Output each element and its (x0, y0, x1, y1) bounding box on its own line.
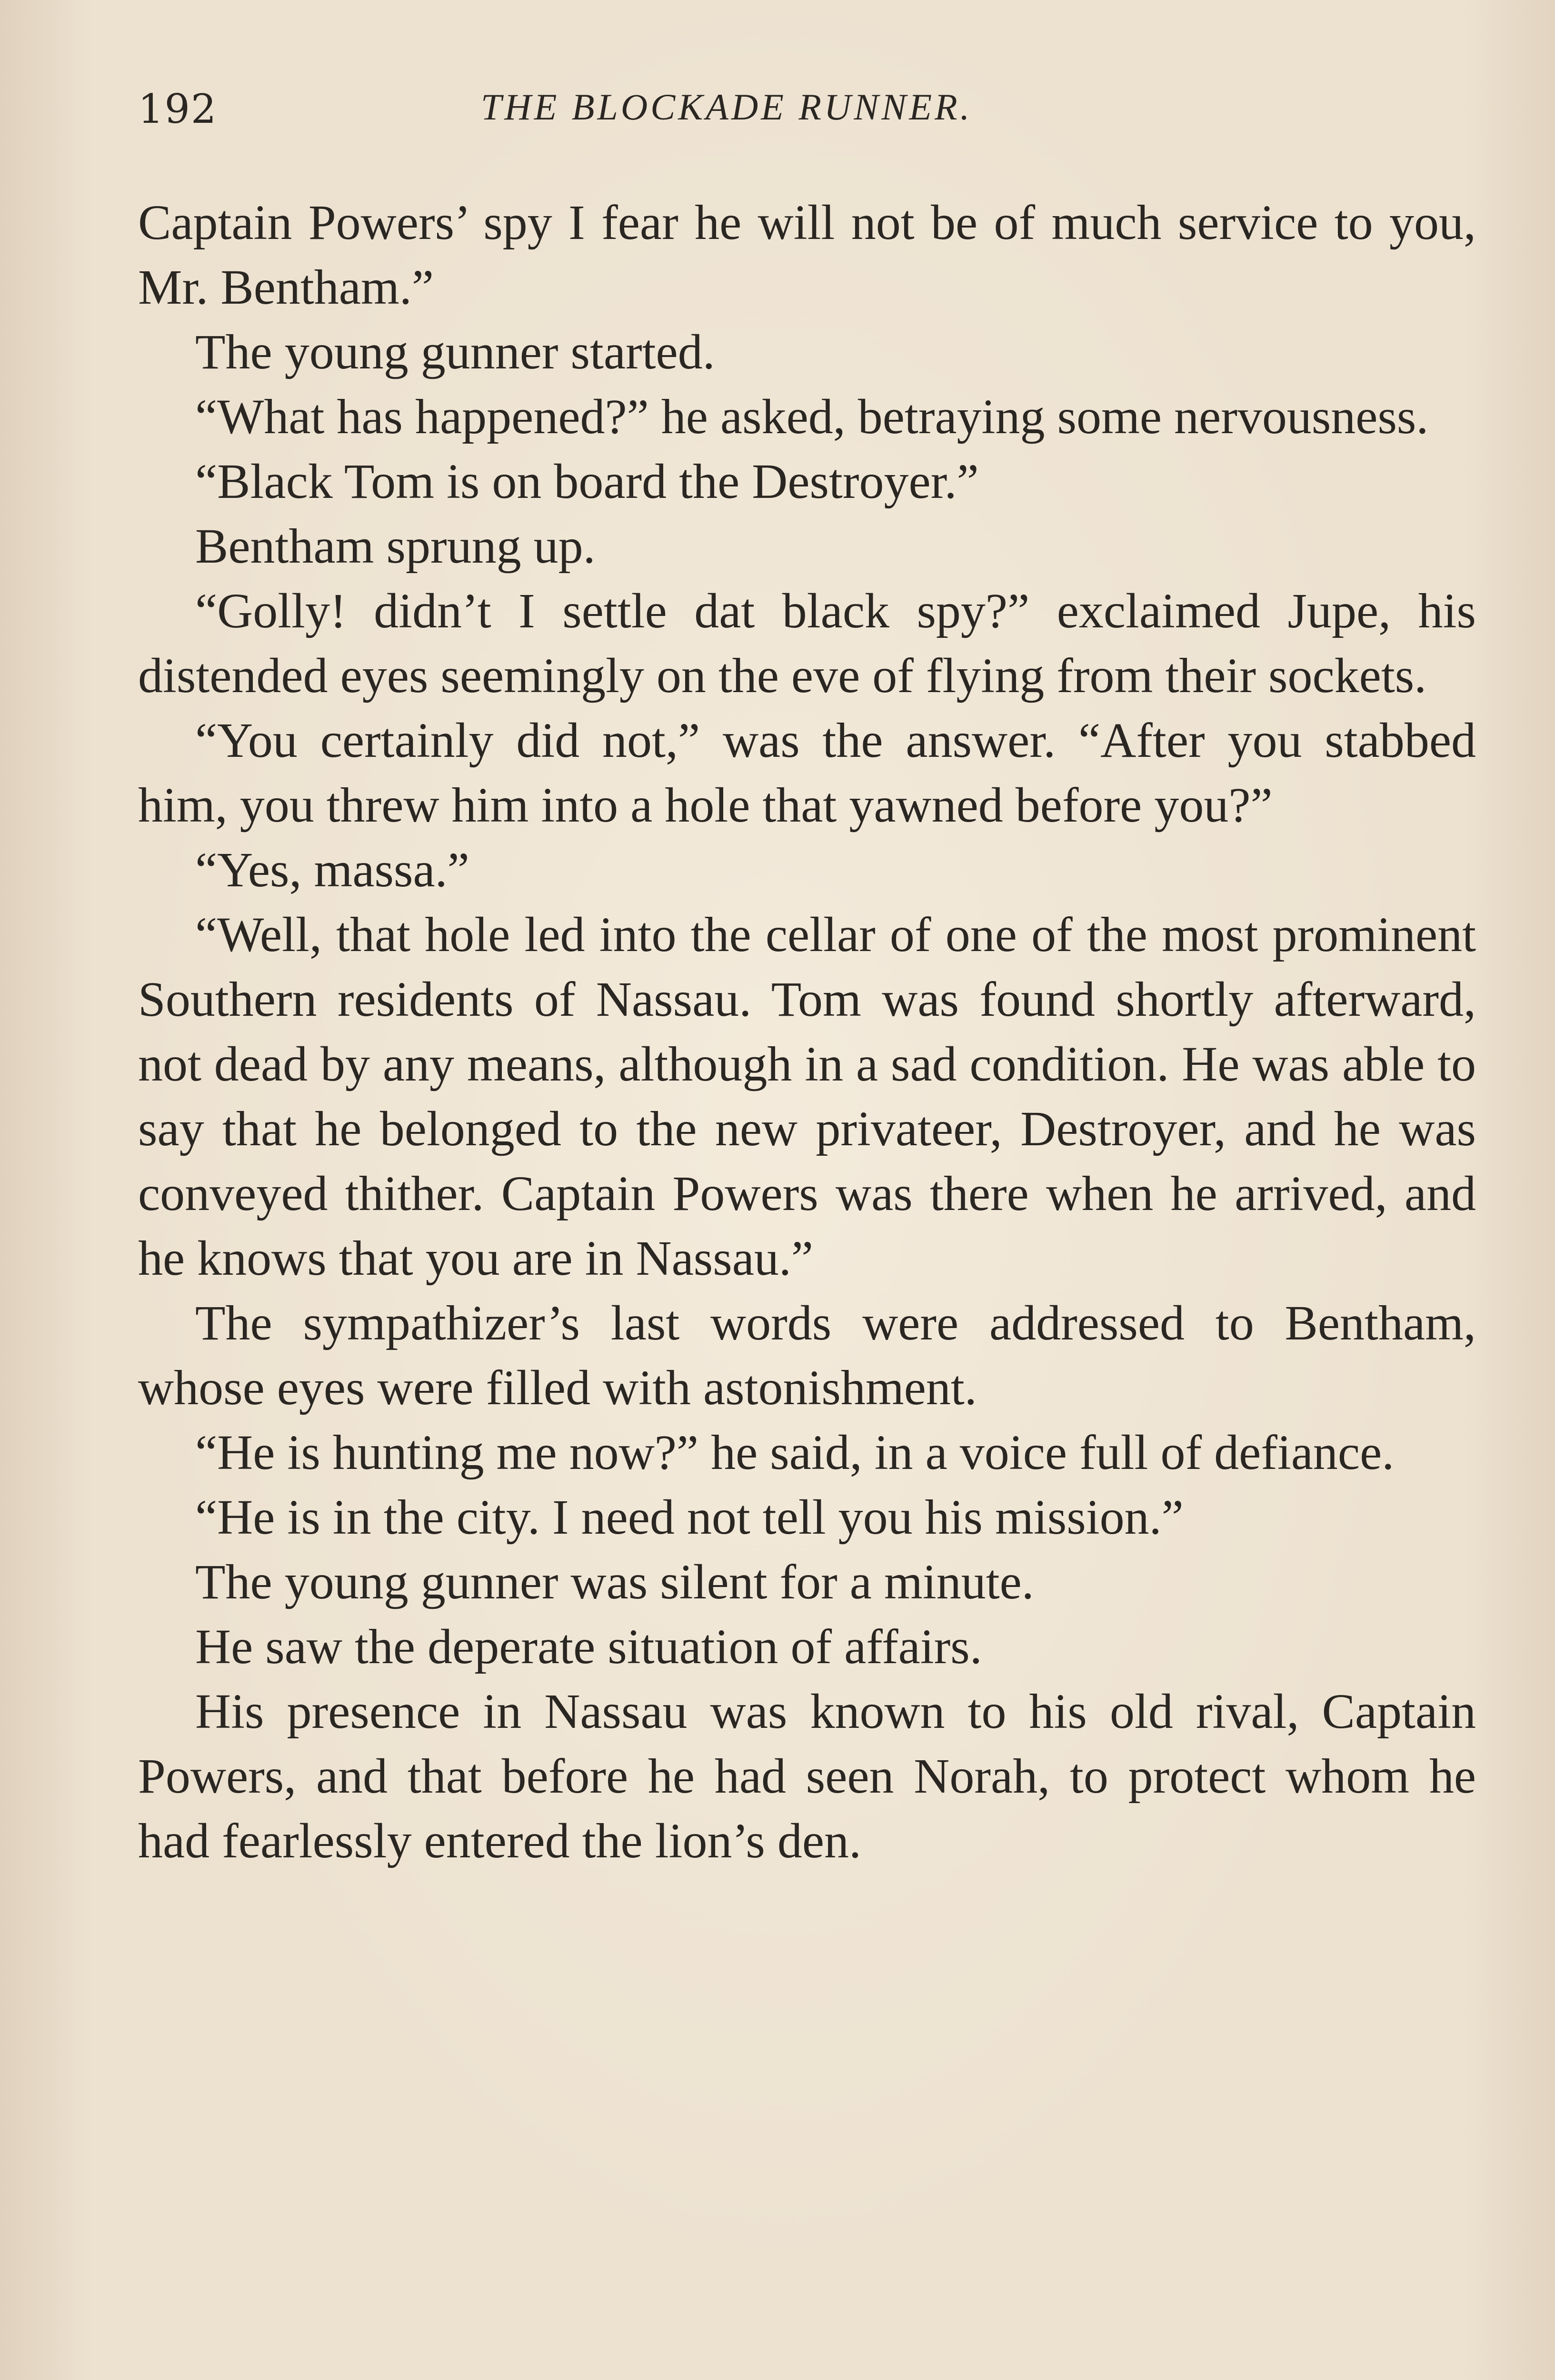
paragraph: “Black Tom is on board the Destroyer.” (195, 454, 979, 509)
paragraph: “Well, that hole led into the cellar of one of the most prominent Southern residents of Nassau. Tom was found shortly afterward, not dead by any means, although in a sad condition. He was able to say that he belonged to the new privateer, Destroyer, and he was conveyed thither. Captain Powers was there when he arrived, and he knows that you are in Nassau.” (138, 907, 1476, 1286)
paragraph: “He is hunting me now?” he said, in a voice full of defiance. (195, 1425, 1395, 1480)
body-text (138, 190, 1476, 1874)
paragraph: The sympathizer’s last words were addressed to Bentham, whose eyes were filled with astonishment. (138, 1296, 1476, 1415)
page-header (138, 81, 1474, 138)
paragraph: “Yes, massa.” (195, 843, 469, 897)
paragraph: The young gunner started. (195, 325, 715, 379)
paragraph: “He is in the city. I need not tell you his mission.” (195, 1490, 1184, 1545)
paragraph: He saw the deperate situation of affairs. (195, 1619, 982, 1674)
paragraph: The young gunner was silent for a minute. (195, 1555, 1034, 1609)
paragraph: Captain Powers’ spy I fear he will not be of much service to you, Mr. Bentham.” (138, 195, 1476, 315)
paragraph: “What has happened?” he asked, betraying some nervousness. (195, 389, 1429, 444)
page-number: 192 (138, 86, 218, 132)
running-head: THE BLOCKADE RUNNER. (481, 86, 973, 128)
paragraph: “You certainly did not,” was the answer. “After you stabbed him, you threw him into a hole that yawned before you?” (138, 713, 1476, 833)
paragraph: Bentham sprung up. (195, 519, 596, 574)
paragraph: His presence in Nassau was known to his old rival, Captain Powers, and that before he had seen Norah, to protect whom he had fearlessly entered the lion’s den. (138, 1684, 1476, 1868)
paragraph: “Golly! didn’t I settle dat black spy?” exclaimed Jupe, his distended eyes seemingly on the eve of flying from their sockets. (138, 584, 1476, 703)
